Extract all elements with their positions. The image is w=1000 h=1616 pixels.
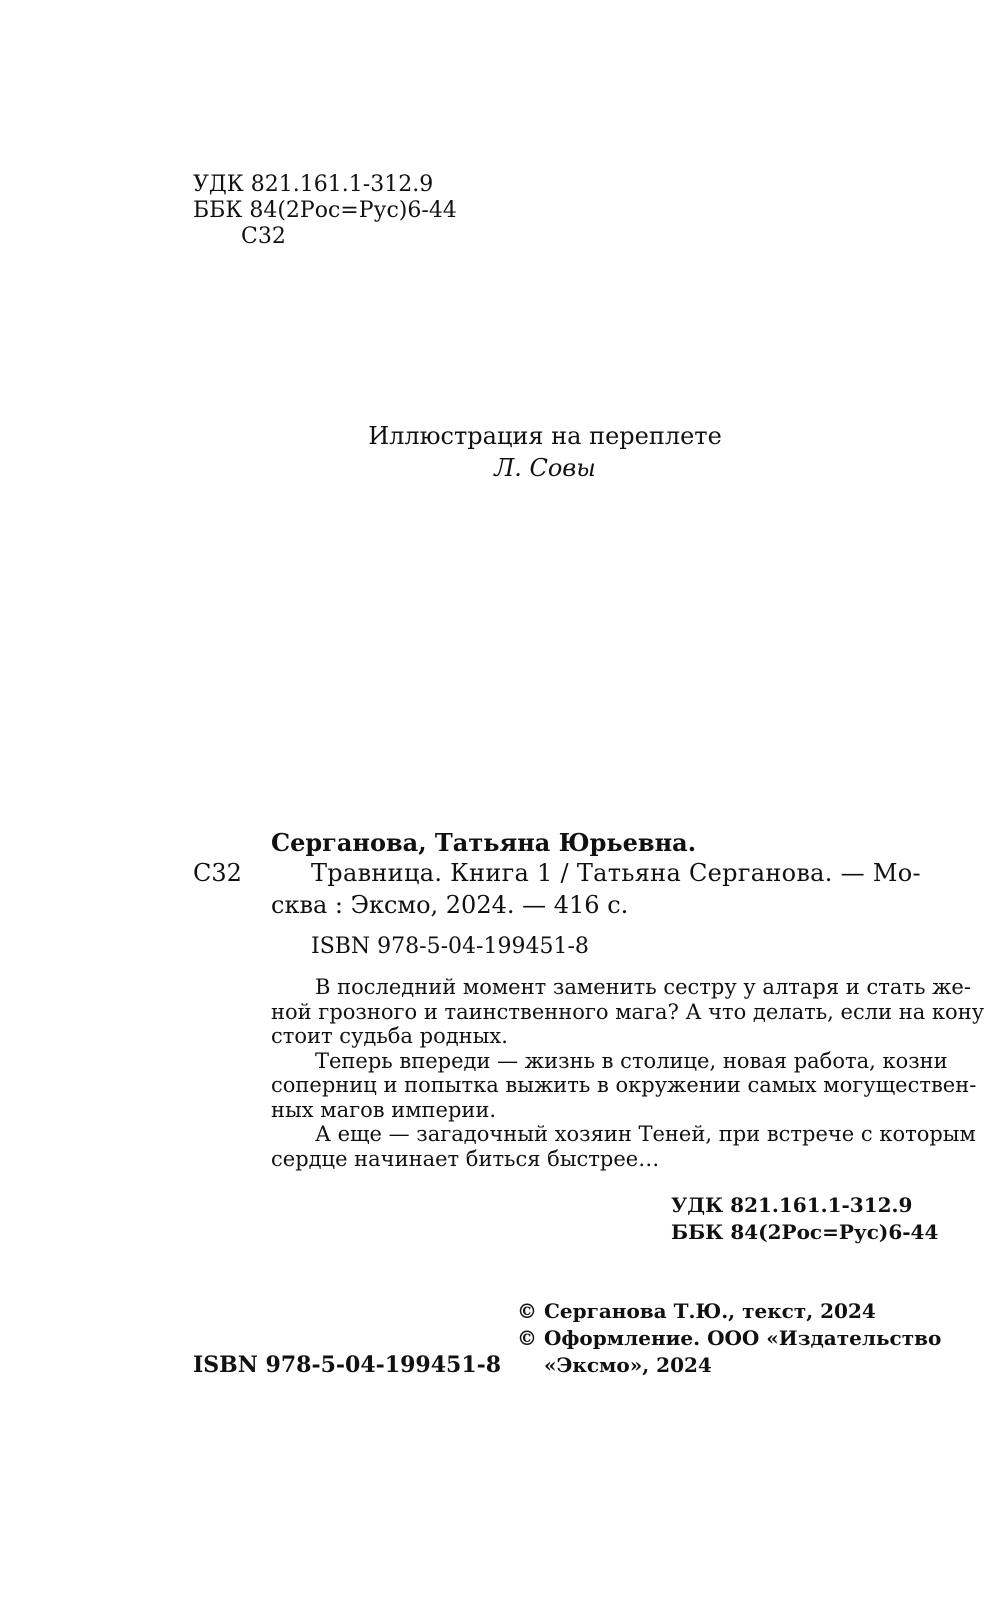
bbk-code: ББК 84(2Рос=Рус)6-44 — [193, 198, 457, 223]
illustration-label: Иллюстрация на переплете — [368, 422, 722, 450]
annotation-line: А еще — загадочный хозяин Теней, при встрече с которым — [315, 1122, 976, 1146]
classification-codes-top — [193, 172, 457, 250]
annotation-line: В последний момент заменить сестру у алтаря и стать же- — [315, 975, 971, 999]
annotation-line: Теперь впереди — жизнь в столице, новая работа, козни — [315, 1048, 948, 1073]
record-title-line-2: сква : Эксмо, 2024. — 416 с. — [271, 891, 629, 919]
annotation-line: ной грозного и таинственного мага? А что делать, если на кону — [271, 999, 985, 1024]
record-author-mark: С32 — [193, 859, 242, 887]
udk-code: УДК 821.161.1-312.9 — [193, 172, 434, 197]
annotation — [271, 975, 985, 1171]
author-mark: С32 — [241, 224, 286, 249]
copyright-line-1: © Серганова Т.Ю., текст, 2024 — [517, 1299, 876, 1323]
udk-code-bottom: УДК 821.161.1-312.9 — [671, 1193, 913, 1217]
isbn-bottom: ISBN 978-5-04-199451-8 — [193, 1352, 502, 1378]
copyright-line-3: «Эксмо», 2024 — [544, 1353, 712, 1377]
illustration-credit — [0, 420, 1000, 484]
copyright-line-2: © Оформление. ООО «Издательство — [517, 1326, 942, 1350]
annotation-line: ных магов империи. — [271, 1097, 497, 1122]
copyright-block — [517, 1298, 941, 1379]
bbk-code-bottom: ББК 84(2Рос=Рус)6-44 — [671, 1220, 939, 1244]
classification-codes-bottom — [671, 1192, 938, 1246]
annotation-line: стоит судьба родных. — [271, 1024, 508, 1048]
annotation-line: сердце начинает биться быстрее… — [271, 1146, 660, 1171]
record-title-line-1: Травница. Книга 1 / Татьяна Серганова. — Мо- — [311, 859, 921, 887]
illustration-artist: Л. Совы — [494, 454, 596, 482]
annotation-line: соперниц и попытка выжить в окружении самых могуществен- — [271, 1073, 977, 1097]
record-isbn: ISBN 978-5-04-199451-8 — [311, 934, 589, 959]
record-author: Серганова, Татьяна Юрьевна. — [271, 828, 697, 857]
